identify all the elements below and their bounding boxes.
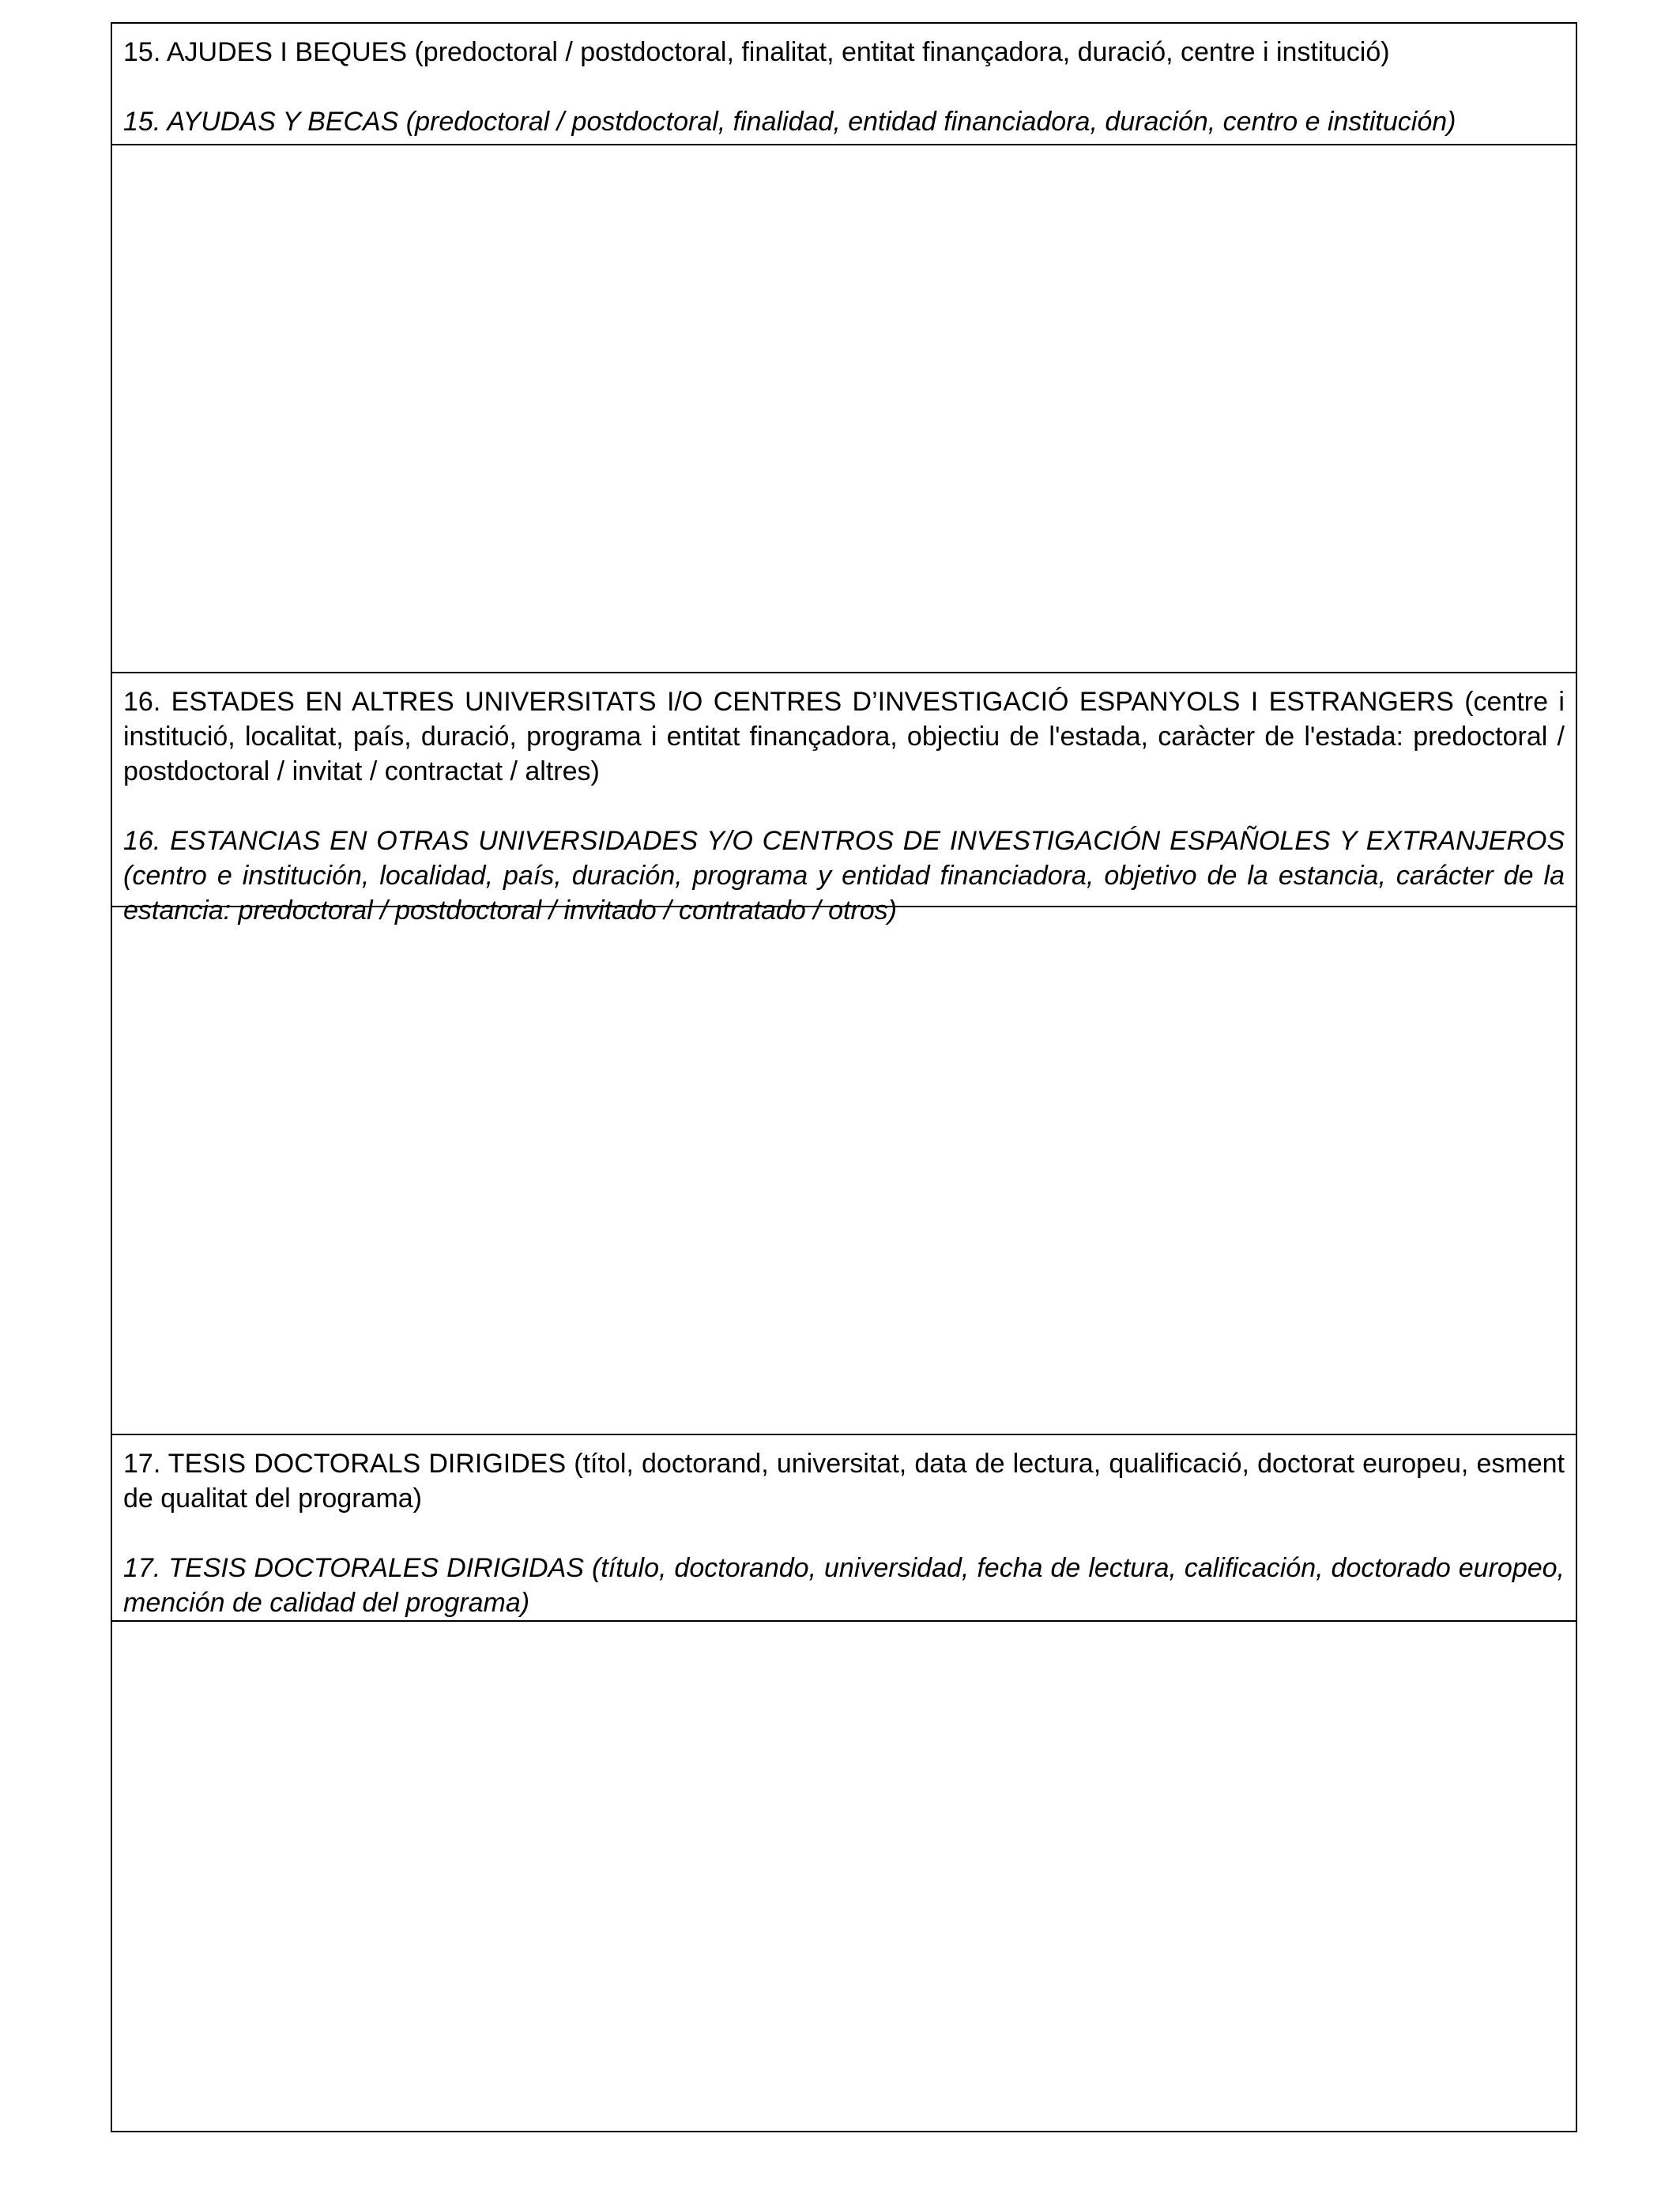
section-17-answer-area[interactable]	[112, 1622, 1576, 2131]
section-16-answer-area[interactable]	[112, 907, 1576, 1434]
section-17-heading-catalan: 17. TESIS DOCTORALS DIRIGIDES (títol, doctorand, universitat, data de lectura, qualificació, doctorat europeu, esment de qualitat del programa)	[123, 1449, 1565, 1514]
form-table	[111, 22, 1577, 2132]
section-17-heading-spanish: 17. TESIS DOCTORALES DIRIGIDAS (título, doctorando, universidad, fecha de lectura, calificación, doctorado europeo, mención de calidad del programa)	[123, 1553, 1565, 1618]
section-15-answer-area[interactable]	[112, 145, 1576, 672]
section-15-heading-spanish: 15. AYUDAS Y BECAS (predoctoral / postdoctoral, finalidad, entidad financiadora, duración, centro e institución)	[123, 107, 1456, 137]
section-17-header	[112, 1435, 1576, 1620]
section-15-heading-catalan: 15. AJUDES I BEQUES (predoctoral / postdoctoral, finalitat, entitat finançadora, duració, centre i institució)	[123, 37, 1390, 67]
section-15-header	[112, 24, 1576, 144]
section-16-header	[112, 673, 1576, 925]
section-16-heading-spanish: 16. ESTANCIAS EN OTRAS UNIVERSIDADES Y/O CENTROS DE INVESTIGACIÓN ESPAÑOLES Y EXTRANJEROS (centro e institución, localidad, país, duración, programa y entidad financiadora, objetivo de la estancia, carácter de la estancia: predoctoral / postdoctoral / invitado / contratado / otros)	[123, 826, 1565, 925]
section-16-heading-catalan: 16. ESTADES EN ALTRES UNIVERSITATS I/O CENTRES D’INVESTIGACIÓ ESPANYOLS I ESTRANGERS (centre i institució, localitat, país, duració, programa i entitat finançadora, objectiu de l'estada, caràcter de l'estada: predoctoral / postdoctoral / invitat / contractat / altres)	[123, 687, 1565, 786]
